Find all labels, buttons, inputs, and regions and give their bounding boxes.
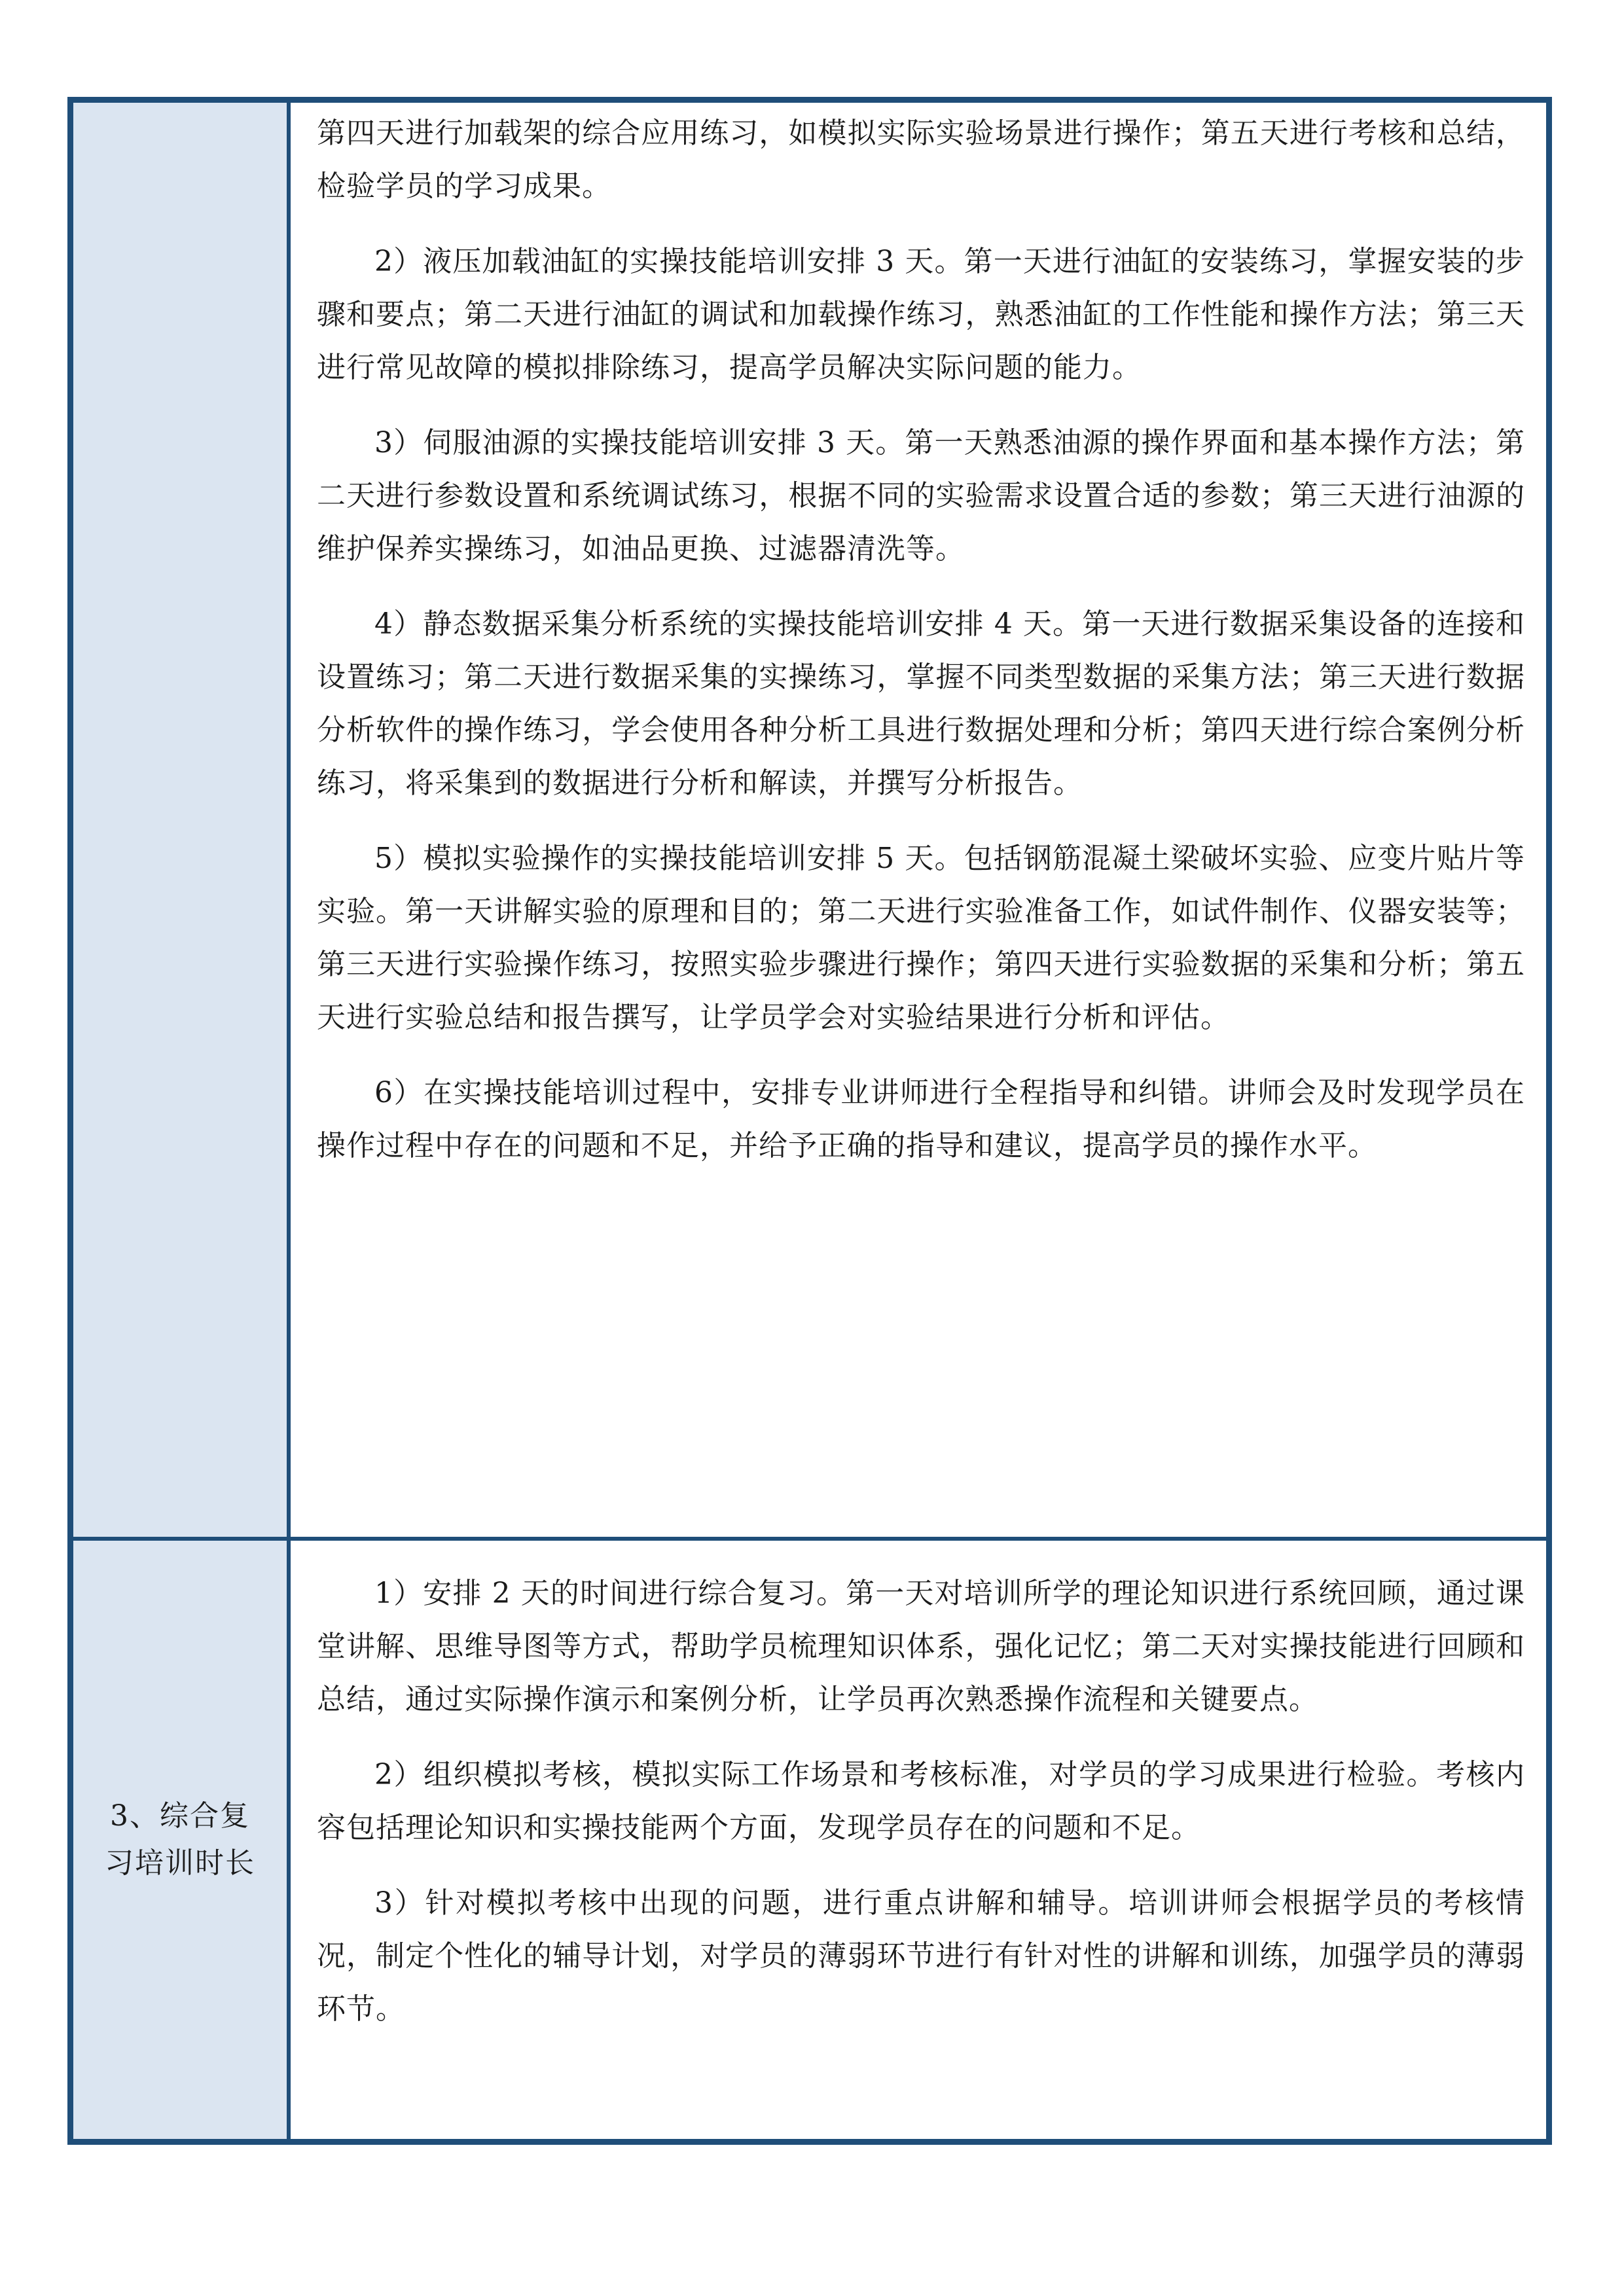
paragraph-servo-oil-source: 3）伺服油源的实操技能培训安排 3 天。第一天熟悉油源的操作界面和基本操作方法；第二天进行参数设置和系统调试练习，根据不同的实验需求设置合适的参数；第三天进行油源的维护保养实操练习，如油品更换、过滤器清洗等。: [317, 426, 1525, 565]
paragraph-hydraulic-cylinder: 2）液压加载油缸的实操技能培训安排 3 天。第一天进行油缸的安装练习，掌握安装的步骤和要点；第二天进行油缸的调试和加载操作练习，熟悉油缸的工作性能和操作方法；第三天进行常见故障的模拟排除练习，提高学员解决实际问题的能力。: [317, 245, 1525, 384]
row-label: 3、综合复习培训时长: [105, 1799, 255, 1880]
table-row-practical-training: [73, 103, 1546, 1541]
paragraph-targeted-tutoring: 3）针对模拟考核中出现的问题，进行重点讲解和辅导。培训讲师会根据学员的考核情况，制定个性化的辅导计划，对学员的薄弱环节进行有针对性的讲解和训练，加强学员的薄弱环节。: [317, 1886, 1525, 2026]
paragraph-data-acquisition: 4）静态数据采集分析系统的实操技能培训安排 4 天。第一天进行数据采集设备的连接和设置练习；第二天进行数据采集的实操练习，掌握不同类型数据的采集方法；第三天进行数据分析软件的操作练习，学会使用各种分析工具进行数据处理和分析；第四天进行综合案例分析练习，将采集到的数据进行分析和解读，并撰写分析报告。: [317, 607, 1525, 800]
row-label-cell: [73, 1541, 291, 2139]
table-row-comprehensive-review: [73, 1541, 1546, 2139]
training-plan-table: [67, 97, 1552, 2145]
row-label-cell: [73, 103, 291, 1537]
paragraph-mock-assessment: 2）组织模拟考核，模拟实际工作场景和考核标准，对学员的学习成果进行检验。考核内容包括理论知识和实操技能两个方面，发现学员存在的问题和不足。: [317, 1758, 1525, 1844]
paragraph-simulated-experiment: 5）模拟实验操作的实操技能培训安排 5 天。包括钢筋混凝土梁破坏实验、应变片贴片等实验。第一天讲解实验的原理和目的；第二天进行实验准备工作，如试件制作、仪器安装等；第三天进行实验操作练习，按照实验步骤进行操作；第四天进行实验数据的采集和分析；第五天进行实验总结和报告撰写，让学员学会对实验结果进行分析和评估。: [317, 842, 1525, 1034]
row-content-cell: [291, 103, 1546, 1537]
paragraph-instructor-guidance: 6）在实操技能培训过程中，安排专业讲师进行全程指导和纠错。讲师会及时发现学员在操作过程中存在的问题和不足，并给予正确的指导和建议，提高学员的操作水平。: [317, 1076, 1525, 1162]
row-content-cell: [291, 1541, 1546, 2139]
paragraph-continuation: 第四天进行加载架的综合应用练习，如模拟实际实验场景进行操作；第五天进行考核和总结，检验学员的学习成果。: [317, 117, 1525, 203]
paragraph-review-schedule: 1）安排 2 天的时间进行综合复习。第一天对培训所学的理论知识进行系统回顾，通过课堂讲解、思维导图等方式，帮助学员梳理知识体系，强化记忆；第二天对实操技能进行回顾和总结，通过实际操作演示和案例分析，让学员再次熟悉操作流程和关键要点。: [317, 1577, 1525, 1716]
